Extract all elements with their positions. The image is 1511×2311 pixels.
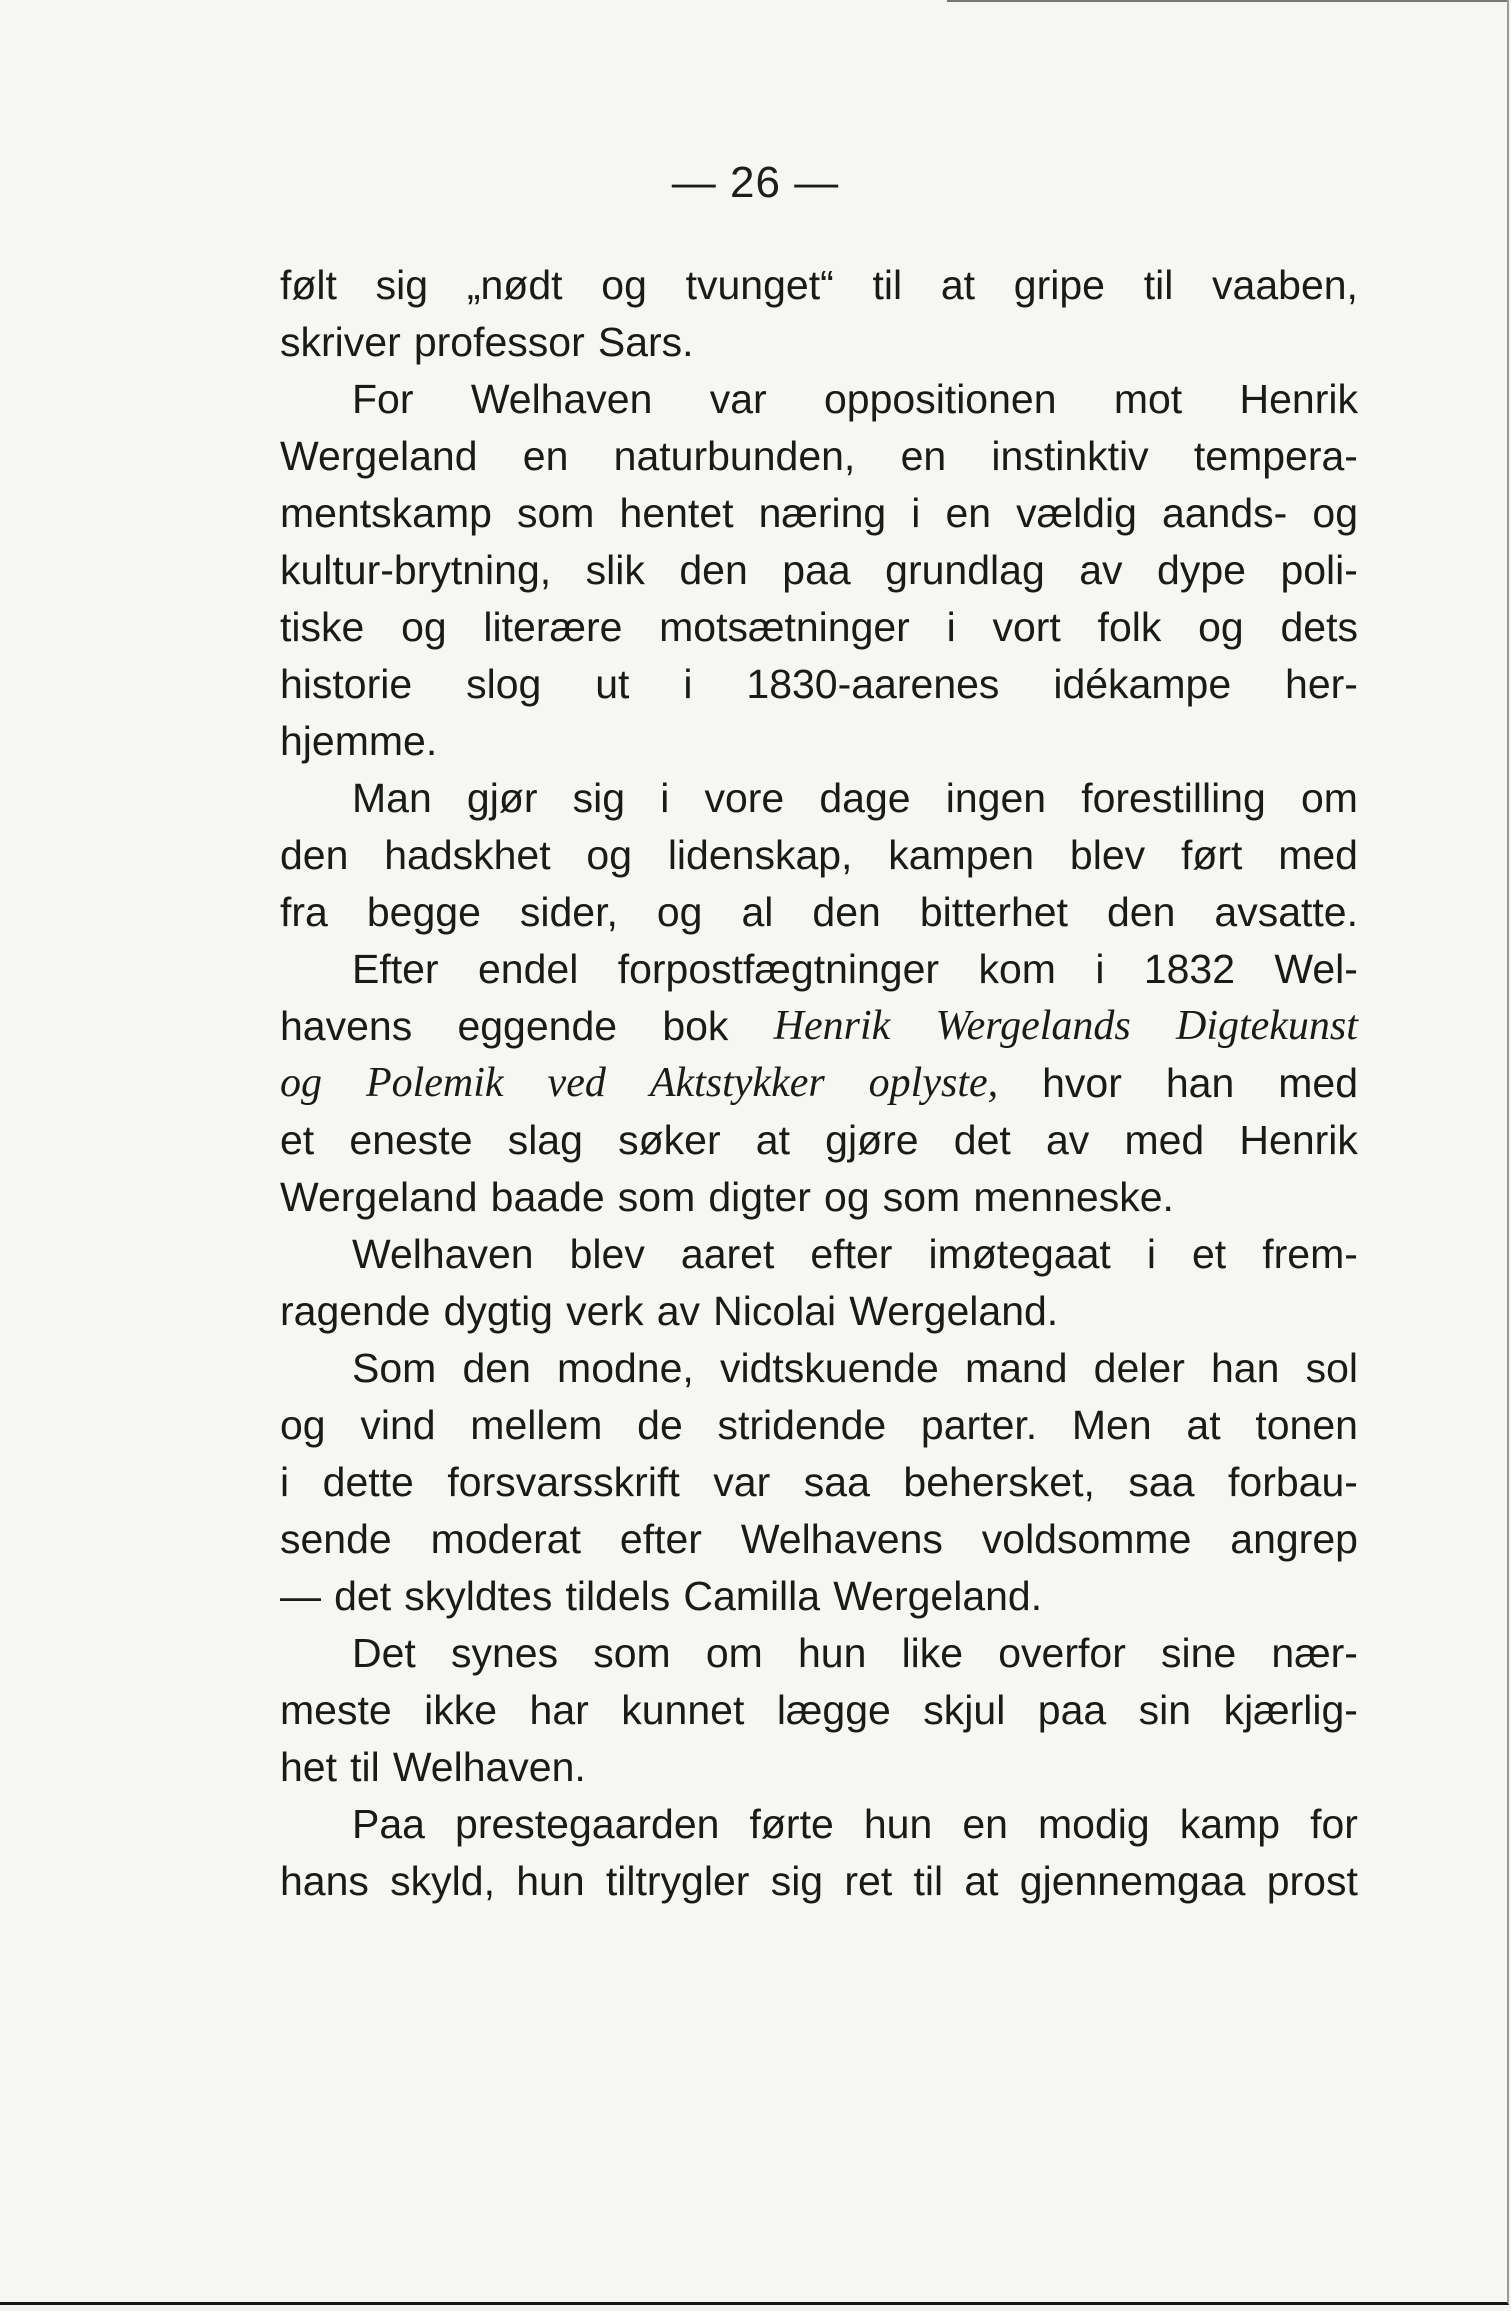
word: Aktstykker xyxy=(649,1060,825,1106)
word: og xyxy=(824,1174,870,1220)
word: grundlag xyxy=(885,547,1045,593)
text-line xyxy=(280,599,1358,656)
text-line xyxy=(280,542,1358,599)
word: Som xyxy=(352,1345,437,1391)
word: kunnet xyxy=(621,1687,745,1733)
text-line xyxy=(280,1568,1358,1625)
word: en xyxy=(962,1801,1008,1847)
word: Welhavens xyxy=(740,1516,943,1562)
word: kom xyxy=(978,946,1056,992)
word: dage xyxy=(819,775,911,821)
word: av xyxy=(1079,547,1123,593)
word: hentet xyxy=(619,490,734,536)
word: i xyxy=(1095,946,1105,992)
text-line xyxy=(280,1625,1358,1682)
word: den xyxy=(462,1345,531,1391)
word: og xyxy=(280,1060,322,1106)
text-line xyxy=(280,1226,1358,1283)
word: ved xyxy=(547,1060,606,1106)
word: kamp xyxy=(1179,1801,1281,1847)
word: hun xyxy=(797,1630,867,1676)
text-line xyxy=(280,1283,1358,1340)
word: sin xyxy=(1138,1687,1192,1733)
word: behersket, xyxy=(903,1459,1095,1505)
word: paa xyxy=(1037,1687,1107,1733)
word: blev xyxy=(1069,832,1146,878)
word: til xyxy=(872,262,903,308)
word: kampen xyxy=(888,832,1035,878)
word: i xyxy=(911,490,921,536)
word: til xyxy=(350,1744,380,1790)
word: en xyxy=(900,433,947,479)
word: at xyxy=(964,1858,999,1904)
text-line xyxy=(280,998,1358,1055)
word: Efter xyxy=(352,946,439,992)
word: følt xyxy=(280,262,337,308)
word: vældig xyxy=(1016,490,1137,536)
word: slik xyxy=(585,547,645,593)
word: modne, xyxy=(557,1345,694,1391)
word: lægge xyxy=(776,1687,891,1733)
word: for xyxy=(1310,1801,1358,1847)
word: Wergeland xyxy=(280,1174,478,1220)
word: at xyxy=(1186,1402,1221,1448)
word: naturbunden, xyxy=(613,433,856,479)
word: oppositionen xyxy=(823,376,1057,422)
word: begge xyxy=(366,889,481,935)
word: Welhaven xyxy=(470,376,653,422)
text-line xyxy=(280,1055,1358,1112)
text-line xyxy=(280,1511,1358,1568)
word: dette xyxy=(322,1459,414,1505)
word: av xyxy=(656,1288,700,1334)
word: Camilla xyxy=(683,1573,821,1619)
word: deler xyxy=(1093,1345,1185,1391)
word: Digtekunst xyxy=(1175,1003,1358,1049)
word: om xyxy=(1300,775,1358,821)
word: forbau- xyxy=(1228,1459,1358,1505)
word: bitterhet xyxy=(919,889,1068,935)
text-line xyxy=(280,371,1358,428)
word: her- xyxy=(1285,661,1358,707)
text-line xyxy=(280,1340,1358,1397)
word: har xyxy=(529,1687,589,1733)
word: stridende xyxy=(717,1402,887,1448)
word: at xyxy=(940,262,976,308)
word: digter xyxy=(708,1174,811,1220)
text-line xyxy=(280,257,1358,314)
text-line xyxy=(280,428,1358,485)
word: aands- xyxy=(1161,490,1288,536)
word: For xyxy=(352,376,414,422)
page-number: — 26 — xyxy=(671,158,840,207)
text-line xyxy=(280,1112,1358,1169)
word: Sars. xyxy=(597,319,694,365)
word: Henrik xyxy=(1239,376,1358,422)
word: folk xyxy=(1097,604,1162,650)
word: Man xyxy=(352,775,432,821)
word: og xyxy=(656,889,703,935)
text-line xyxy=(280,770,1358,827)
word: tvunget“ xyxy=(685,262,834,308)
word: hjemme. xyxy=(280,718,438,764)
word: vidtskuende xyxy=(719,1345,939,1391)
word: menneske. xyxy=(973,1174,1174,1220)
text-line xyxy=(280,1682,1358,1739)
word: sig xyxy=(375,262,429,308)
word: ret xyxy=(844,1858,893,1904)
word: han xyxy=(1165,1060,1235,1106)
word: og xyxy=(601,262,647,308)
word: „nødt xyxy=(466,262,563,308)
text-line xyxy=(280,1454,1358,1511)
word: vind xyxy=(360,1402,436,1448)
word: angrep xyxy=(1230,1516,1358,1562)
word: prost xyxy=(1266,1858,1358,1904)
word: ikke xyxy=(424,1687,498,1733)
word: Henrik xyxy=(1239,1117,1358,1163)
word: som xyxy=(882,1174,961,1220)
word: og xyxy=(586,832,633,878)
word: ragende xyxy=(280,1288,431,1334)
word: Men xyxy=(1071,1402,1152,1448)
word: som xyxy=(516,490,595,536)
word: dygtig xyxy=(443,1288,553,1334)
word: Det xyxy=(352,1630,416,1676)
word: bok xyxy=(662,1003,729,1049)
word: saa xyxy=(803,1459,870,1505)
word: verk xyxy=(566,1288,644,1334)
word: dype xyxy=(1157,547,1246,593)
word: den xyxy=(812,889,881,935)
word: ingen xyxy=(945,775,1047,821)
word: tonen xyxy=(1255,1402,1358,1448)
word: sig xyxy=(572,775,626,821)
word: dets xyxy=(1280,604,1358,650)
word: baade xyxy=(490,1174,605,1220)
word: Wergeland. xyxy=(849,1288,1059,1334)
word: tildels xyxy=(565,1573,671,1619)
word: slag xyxy=(507,1117,583,1163)
word: eneste xyxy=(349,1117,473,1163)
word: i xyxy=(660,775,670,821)
word: nær- xyxy=(1271,1630,1358,1676)
word: at xyxy=(755,1117,790,1163)
word: aaret xyxy=(680,1231,775,1277)
word: kultur-brytning, xyxy=(280,547,552,593)
word: sig xyxy=(770,1858,824,1904)
text-line xyxy=(280,1796,1358,1853)
body-text xyxy=(280,257,1358,1910)
word: var xyxy=(709,376,767,422)
word: Polemik xyxy=(365,1060,504,1106)
text-line xyxy=(280,656,1358,713)
word: het xyxy=(280,1744,337,1790)
word: — xyxy=(280,1573,321,1619)
word: søker xyxy=(618,1117,721,1163)
word: av xyxy=(1045,1117,1090,1163)
word: den xyxy=(1106,889,1176,935)
text-line xyxy=(280,941,1358,998)
text-line xyxy=(280,827,1358,884)
word: historie xyxy=(280,661,413,707)
word: modig xyxy=(1038,1801,1150,1847)
word: al xyxy=(741,889,774,935)
word: sine xyxy=(1161,1630,1237,1676)
word: med xyxy=(1278,1060,1358,1106)
word: oplyste, xyxy=(868,1060,999,1106)
word: vore xyxy=(704,775,785,821)
word: 1832 xyxy=(1143,946,1236,992)
word: med xyxy=(1124,1117,1205,1163)
word: Welhaven xyxy=(352,1231,534,1277)
word: fra xyxy=(280,889,328,935)
text-line xyxy=(280,1169,1358,1226)
word: den xyxy=(679,547,748,593)
word: synes xyxy=(450,1630,559,1676)
word: sol xyxy=(1305,1345,1358,1391)
word: hun xyxy=(863,1801,933,1847)
word: de xyxy=(637,1402,683,1448)
word: Wergeland xyxy=(280,433,478,479)
text-line xyxy=(280,314,1358,371)
word: kjærlig- xyxy=(1223,1687,1358,1733)
word: efter xyxy=(810,1231,893,1277)
word: om xyxy=(705,1630,763,1676)
word: 1830-aarenes xyxy=(746,661,1000,707)
word: tiltrygler xyxy=(605,1858,750,1904)
word: overfor xyxy=(998,1630,1126,1676)
word: professor xyxy=(413,319,585,365)
word: Wergeland. xyxy=(833,1573,1043,1619)
word: i xyxy=(683,661,693,707)
word: førte xyxy=(749,1801,834,1847)
word: sider, xyxy=(519,889,618,935)
word: eggende xyxy=(457,1003,618,1049)
word: til xyxy=(1143,262,1174,308)
word: slog xyxy=(466,661,542,707)
word: og xyxy=(1198,604,1244,650)
word: det xyxy=(334,1573,392,1619)
word: som xyxy=(593,1630,671,1676)
word: i xyxy=(280,1459,290,1505)
word: blev xyxy=(569,1231,645,1277)
word: skriver xyxy=(280,319,401,365)
word: motsætninger xyxy=(659,604,910,650)
text-line xyxy=(280,884,1358,941)
word: og xyxy=(401,604,447,650)
word: mot xyxy=(1113,376,1183,422)
word: til xyxy=(913,1858,944,1904)
word: gjennemgaa xyxy=(1019,1858,1246,1904)
word: gjør xyxy=(466,775,538,821)
word: parter. xyxy=(920,1402,1038,1448)
word: han xyxy=(1211,1345,1280,1391)
word: en xyxy=(522,433,569,479)
word: Henrik xyxy=(773,1003,891,1049)
word: gripe xyxy=(1013,262,1105,308)
word: prestegaarden xyxy=(455,1801,720,1847)
word: tempera- xyxy=(1193,433,1358,479)
word: like xyxy=(901,1630,964,1676)
word: idékampe xyxy=(1053,661,1232,707)
word: hvor xyxy=(1042,1060,1122,1106)
word: et xyxy=(280,1117,315,1163)
word: imøtegaat xyxy=(928,1231,1111,1277)
text-line xyxy=(280,713,1358,770)
word: avsatte. xyxy=(1214,889,1358,935)
word: Wel- xyxy=(1274,946,1358,992)
word: voldsomme xyxy=(981,1516,1192,1562)
word: ført xyxy=(1180,832,1243,878)
word: var xyxy=(713,1459,771,1505)
word: hun xyxy=(516,1858,585,1904)
text-line xyxy=(280,1397,1358,1454)
word: Wergelands xyxy=(935,1003,1131,1049)
word: mand xyxy=(964,1345,1068,1391)
word: skyldtes xyxy=(404,1573,553,1619)
word: som xyxy=(617,1174,696,1220)
word: et xyxy=(1192,1231,1227,1277)
word: gjøre xyxy=(825,1117,919,1163)
word: i xyxy=(1146,1231,1156,1277)
word: meste xyxy=(280,1687,392,1733)
word: tiske xyxy=(280,604,365,650)
text-line xyxy=(280,1853,1358,1910)
word: mellem xyxy=(470,1402,603,1448)
word: mentskamp xyxy=(280,490,492,536)
word: skjul xyxy=(923,1687,1006,1733)
word: en xyxy=(945,490,992,536)
word: poli- xyxy=(1280,547,1358,593)
word: næring xyxy=(758,490,887,536)
text-line xyxy=(280,485,1358,542)
word: vaaben, xyxy=(1212,262,1358,308)
word: moderat xyxy=(430,1516,582,1562)
word: det xyxy=(953,1117,1011,1163)
word: Paa xyxy=(352,1801,425,1847)
word: efter xyxy=(619,1516,702,1562)
word: med xyxy=(1278,832,1358,878)
word: i xyxy=(946,604,956,650)
word: endel xyxy=(477,946,579,992)
word: paa xyxy=(782,547,851,593)
word: hans xyxy=(280,1858,369,1904)
text-line xyxy=(280,1739,1358,1796)
word: forpostfægtninger xyxy=(617,946,940,992)
word: saa xyxy=(1128,1459,1195,1505)
word: forestilling xyxy=(1081,775,1266,821)
word: instinktiv xyxy=(991,433,1149,479)
word: skyld, xyxy=(390,1858,495,1904)
word: Nicolai xyxy=(713,1288,837,1334)
word: hadskhet xyxy=(384,832,551,878)
word: den xyxy=(280,832,349,878)
word: frem- xyxy=(1262,1231,1358,1277)
word: sende xyxy=(280,1516,392,1562)
word: og xyxy=(1312,490,1358,536)
word: vort xyxy=(992,604,1061,650)
word: ut xyxy=(595,661,630,707)
word: Welhaven. xyxy=(392,1744,586,1790)
word: forsvarsskrift xyxy=(447,1459,680,1505)
word: lidenskap, xyxy=(667,832,853,878)
word: havens xyxy=(280,1003,413,1049)
top-edge-rule xyxy=(947,0,1507,2)
word: literære xyxy=(483,604,623,650)
word: og xyxy=(280,1402,326,1448)
